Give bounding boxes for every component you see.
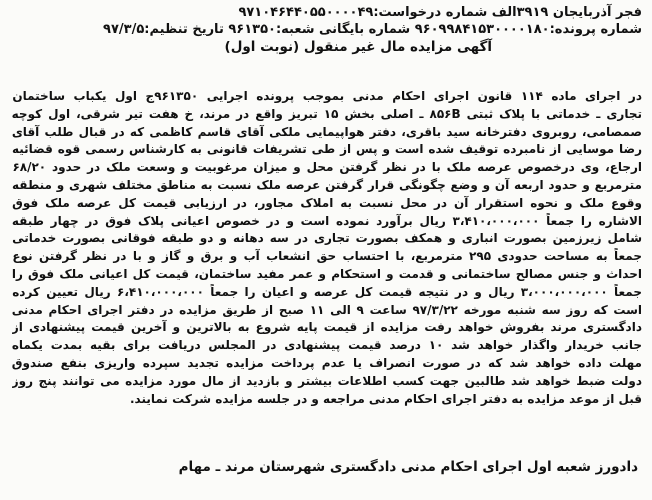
body-line-2: تجاری ـ خدماتی با پلاک ثبتی ۸۵۶B ـ اصلی بخش ۱۵ تبریز واقع در مرند، خ هفت تیر شرقی، اول کوچه — [12, 106, 642, 121]
body-line-13: است که روز سه شنبه مورخه ۹۷/۳/۲۲ ساعت ۹ الی ۱۱ صبح از طریق مزایده در دفتر اجرای احکام مدنی — [12, 302, 642, 317]
body-line-9: شامل زیرزمین بصورت انباری و همکف بصورت تجاری در سه دهانه و دو طبقه فوقانی بصورت خدماتی — [12, 231, 642, 246]
body-line-7: وقوع ملک و نحوه استقرار آن در محل نسبت به املاک مجاور، در ارزیابی قیمت کل عرصه ملک فوق — [12, 195, 642, 210]
body-line-15: جانب خریدار واگذار خواهد شد ۱۰ درصد قیمت پیشنهادی در المجلس دریافت برای بقیه بمدت یکماه — [12, 338, 642, 353]
body-line-1: در اجرای ماده ۱۱۴ قانون اجرای احکام مدنی بموجب پرونده اجرایی ۹۶۱۳۵۰ج اول یکباب ساختمان — [12, 89, 642, 103]
body-line-16: مهلت داده خواهد شد که در صورت انصراف یا عدم پرداخت مزایده تجدید سپرده واریزی بنفع صندوق — [12, 355, 642, 370]
body-line-18: قبل از موعد مزایده به دفتر اجرای احکام مدنی مراجعه و در جلسه مزایده شرکت نمایند. — [129, 391, 642, 406]
body-line-10: جمعاً به مساحت حدودی ۲۹۵ مترمربع، با احتساب حق انشعاب آب و برق و گاز و با در نظر گرفتن نوع — [12, 249, 642, 264]
body-line-4: رضا موسایی از نامبرده توقیف شده است و پس از طی تشریفات قانونی به کارشناس رسمی قوه قضائیه — [12, 142, 642, 157]
body-line-5: ارجاع، وی درخصوص عرصه ملک با در نظر گرفتن محل و میزان مرغوبیت و وسعت ملک در حدود ۶۸/۲۰ — [12, 160, 642, 175]
body-line-3: صمصامی، روبروی دفترخانه سید باقری، دفتر هواپیمایی ملکی آقای قاسم کاظمی که در قبال طلب آقای — [12, 124, 642, 139]
case-number-line: شماره پرونده:۹۶۰۹۹۸۴۱۵۳۰۰۰۰۱۸۰ شماره بایگانی شعبه:۹۶۱۳۵۰ تاریخ تنظیم:۹۷/۳/۵ — [103, 22, 642, 37]
body-line-8: الاشاره را جمعاً ۳،۴۱۰،۰۰۰،۰۰۰ ریال برآورد نموده است و در خصوص اعیانی پلاک فوق در چهار طبقه — [12, 213, 642, 228]
signature-line: دادورز شعبه اول اجرای احکام مدنی دادگستری شهرستان مرند ـ مهام — [178, 459, 638, 475]
notice-signature — [14, 458, 638, 477]
request-number-line: فجر آذربایجان ۳۹۱۹الف شماره درخواست:۹۷۱۰۴۶۴۴۰۵۵۰۰۰۰۴۹ — [238, 5, 642, 20]
body-line-17: دولت ضبط خواهد شد طالبین جهت کسب اطلاعات بیشتر و بازدید از مال مورد مزایده می توانند پنج روز — [12, 373, 642, 388]
body-line-14: دادگستری مرند بفروش خواهد رفت مزایده از قیمت پایه شروع به بالاترین و آخرین قیمت پیشنهادی از — [12, 320, 642, 335]
notice-title: آگهی مزایده مال غیر منقول (نوبت اول) — [224, 39, 492, 55]
body-line-6: مترمربع و حدود اربعه آن و وضع چگونگی قرار گرفتن عرصه ملک نسبت به مناطق مختلف شهری و منطقه — [12, 177, 642, 192]
notice-body — [12, 88, 642, 408]
body-line-12: جمعاً ۳،۰۰۰،۰۰۰،۰۰۰ ریال و در نتیجه قیمت کل عرصه و اعیان را جمعاً ۶،۴۱۰،۰۰۰،۰۰۰ ریال تعیین کرده — [12, 284, 642, 299]
body-line-11: احداث و جنس مصالح ساختمانی و قدمت و استحکام و عمر مفید ساختمان، قیمت کل اعیانی ملک فوق را — [12, 266, 642, 281]
notice-header — [14, 4, 642, 57]
